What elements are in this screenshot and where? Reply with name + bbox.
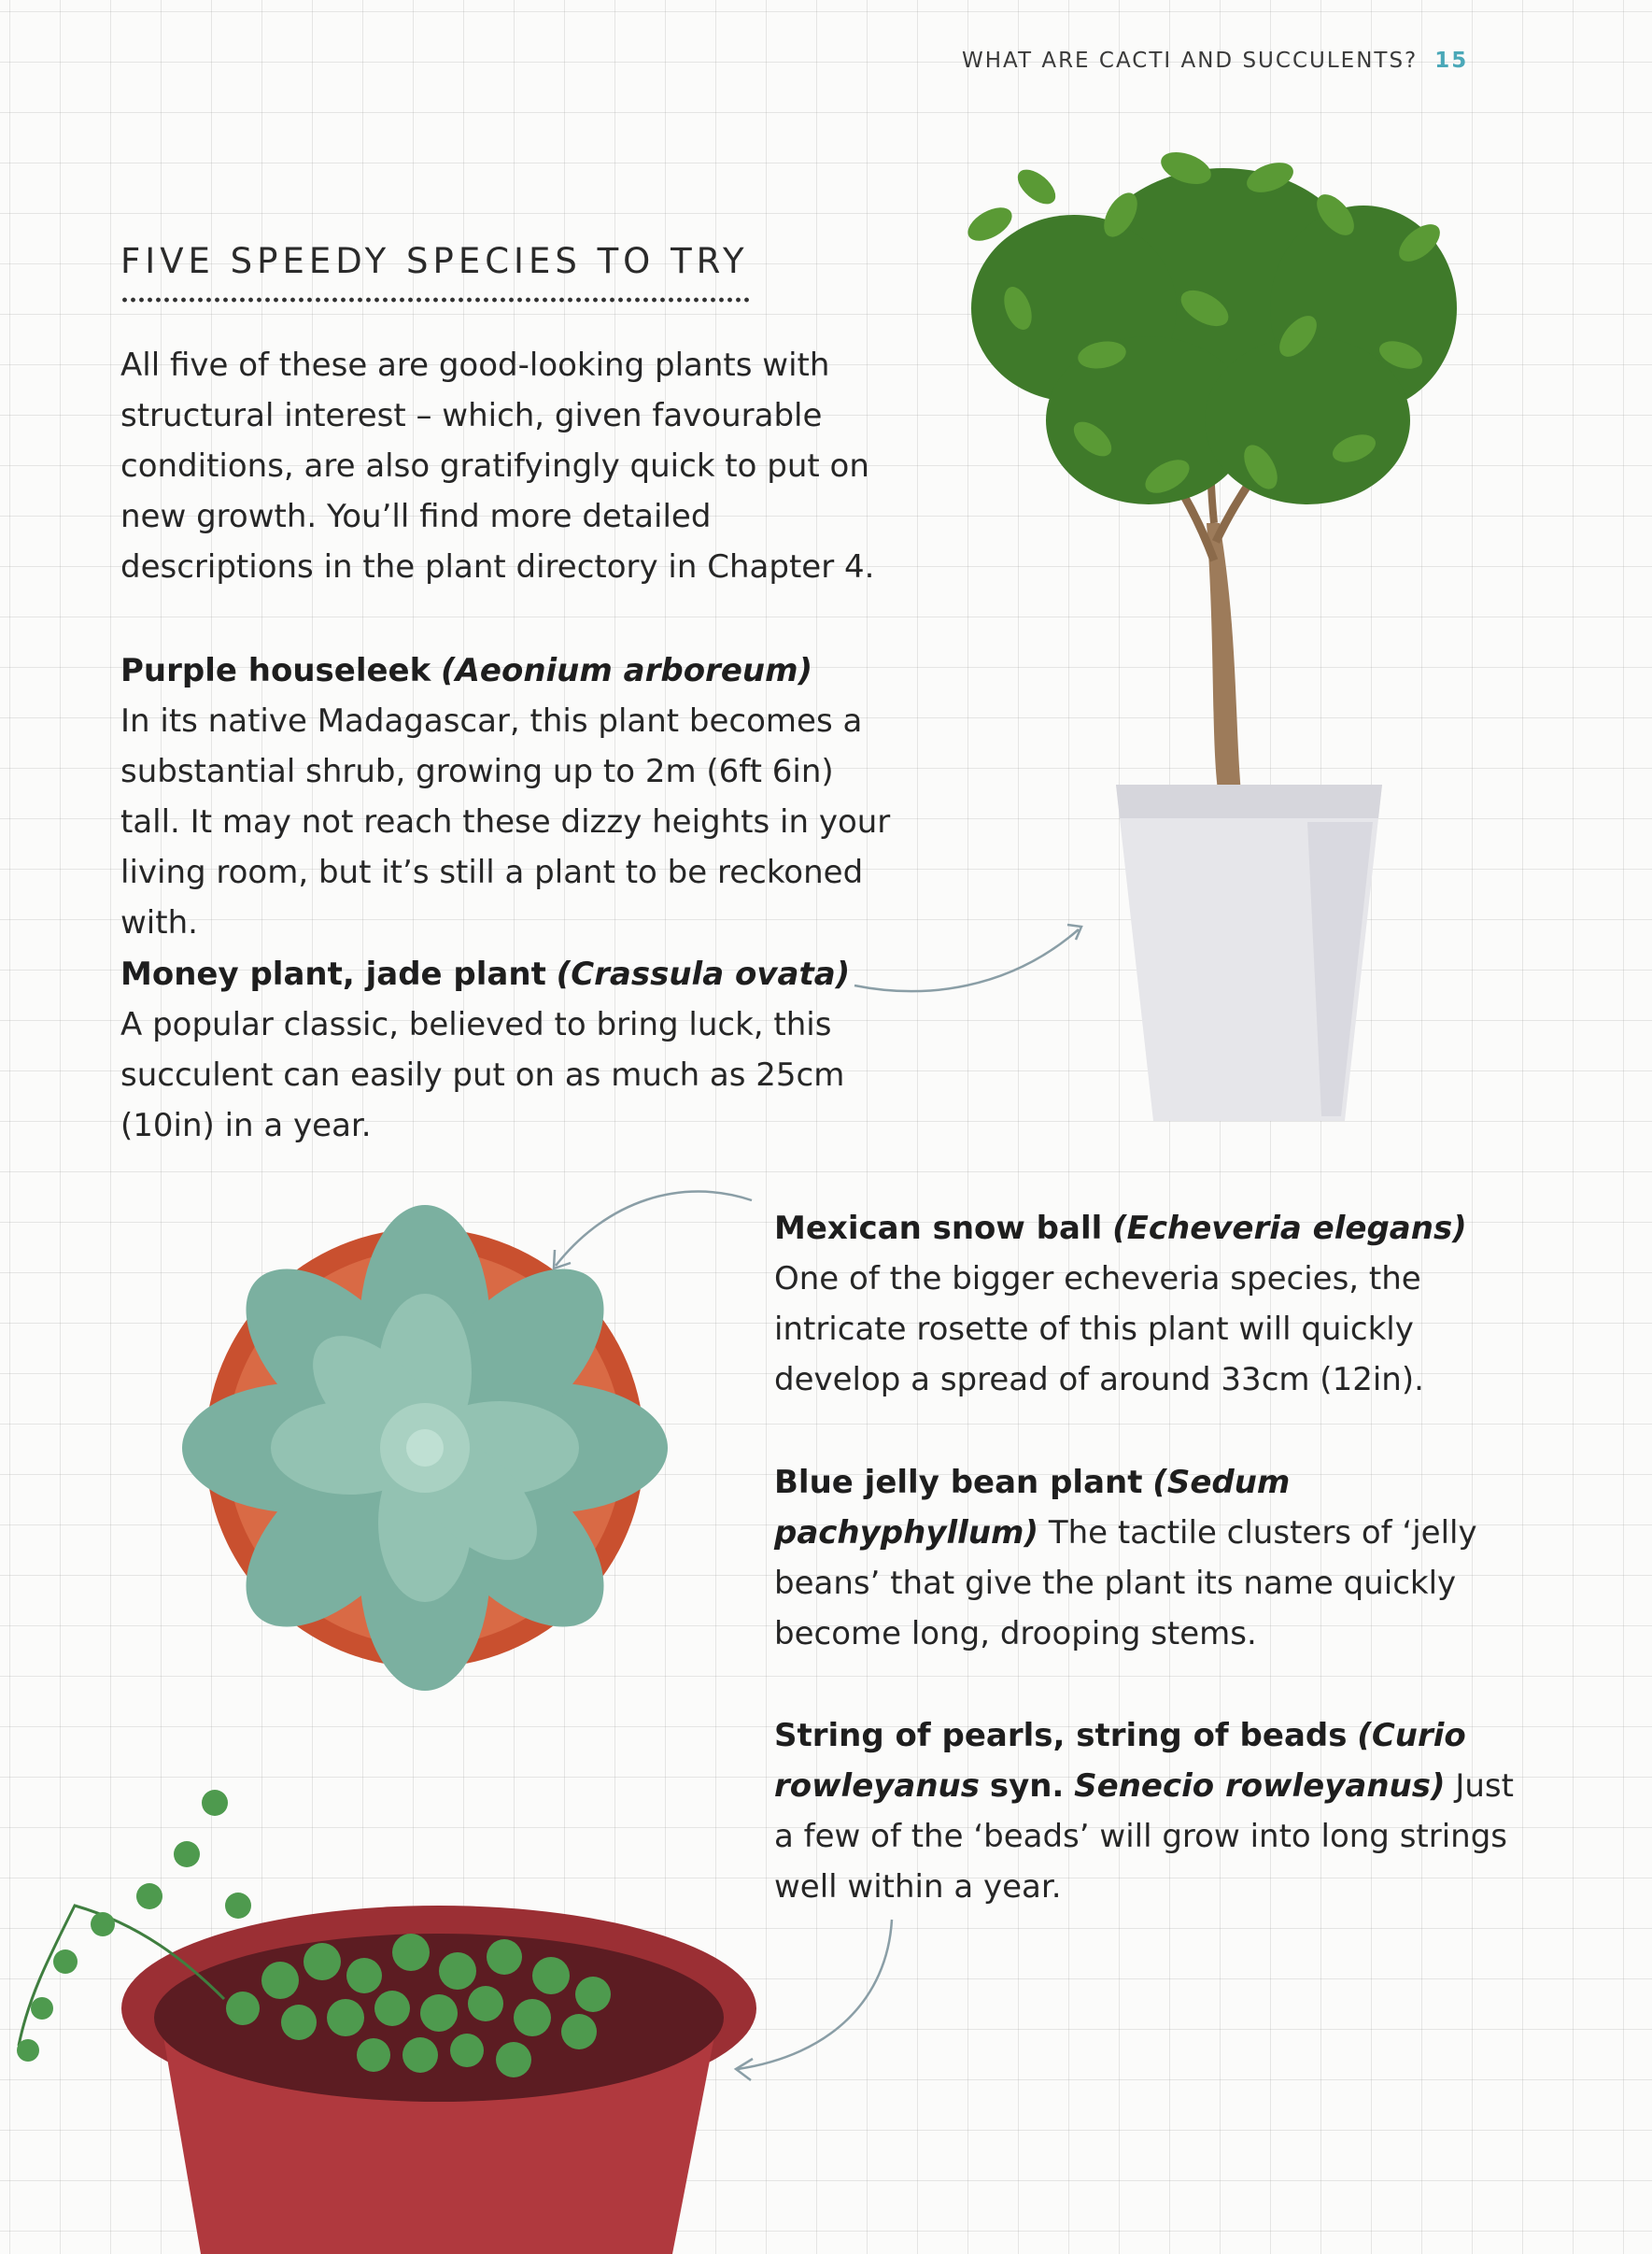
page-number: 15 <box>1434 49 1469 73</box>
entry-description: One of the bigger echeveria species, the intricate rosette of this plant will quickly develop a spread of around 33cm (12in). <box>774 1260 1424 1398</box>
entry-blue-jelly-bean <box>774 1457 1484 1659</box>
entry-latin: (Curio rowleyanus <box>774 1717 1466 1805</box>
entry-name: Purple houseleek <box>120 652 431 689</box>
entry-name: Money plant, jade plant <box>120 956 546 993</box>
entry-description: In its native Madagascar, this plant becomes a substantial shrub, growing up to 2m (6ft 6in) tall. It may not reach these dizzy heights in your living room, but it’s still a plant to be reckoned with. <box>120 702 891 942</box>
jade-plant-image <box>962 146 1457 1121</box>
entry-latin: (Echeveria elegans) <box>1112 1210 1467 1247</box>
entry-string-of-pearls <box>774 1710 1521 1912</box>
section-title: FIVE SPEEDY SPECIES TO TRY <box>120 241 749 281</box>
entry-latin: (Sedum pachyphyllum) <box>774 1464 1291 1552</box>
entry-money-plant <box>120 949 896 1151</box>
echeveria-image <box>182 1205 668 1691</box>
entry-latin: (Crassula ovata) <box>556 956 851 993</box>
entry-name: String of pearls, string of beads <box>774 1717 1348 1754</box>
entry-name: Blue jelly bean plant <box>774 1464 1143 1501</box>
intro-paragraph: All five of these are good-looking plants with structural interest – which, given favourable conditions, are also gratifyingly quick to put on new growth. You’ll find more detailed descriptions in the plant directory in Chapter 4. <box>120 347 875 586</box>
running-head <box>962 49 1468 73</box>
entry-mexican-snow-ball <box>774 1203 1484 1405</box>
entry-name: Mexican snow ball <box>774 1210 1103 1247</box>
entry-latin: (Aeonium arboreum) <box>441 652 813 689</box>
entry-description: Just a few of the ‘beads’ will grow into long strings well within a year. <box>774 1767 1514 1906</box>
entry-latin-synonym: Senecio rowleyanus) <box>1074 1767 1446 1805</box>
entry-syn: syn. <box>989 1767 1065 1805</box>
entry-description: The tactile clusters of ‘jelly beans’ that give the plant its name quickly become long, drooping stems. <box>774 1514 1477 1652</box>
dotted-rule <box>120 297 752 303</box>
entry-purple-houseleek <box>120 645 896 948</box>
running-head-title: WHAT ARE CACTI AND SUCCULENTS? <box>962 49 1419 73</box>
string-of-pearls-image <box>17 1790 756 2254</box>
entry-description: A popular classic, believed to bring luck, this succulent can easily put on as much as 25cm (10in) in a year. <box>120 1006 845 1144</box>
